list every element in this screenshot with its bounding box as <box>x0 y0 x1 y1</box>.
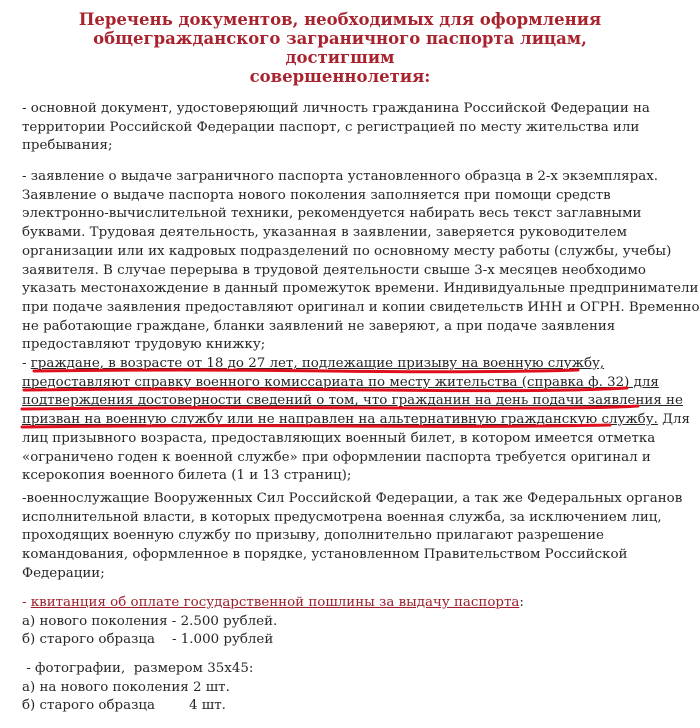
text-line: не работающие граждане, бланки заявлений не заверяют, а при подаче заявления <box>22 318 616 334</box>
paragraph-military-personnel <box>22 490 683 584</box>
text-line: Заявление о выдаче паспорта нового поколения заполняется при помощи средств <box>22 187 611 203</box>
highlighted-text: подтверждения достоверности сведений о том, что гражданин на день подачи заявления не <box>22 393 683 409</box>
text-line: при подаче заявления предоставляют оригинал и копии свидетельств ИНН и ОГРН. Временно <box>22 299 700 315</box>
text-line <box>22 411 690 430</box>
text-tail: Для <box>657 412 690 428</box>
title-line-2: общегражданского заграничного паспорта лицам, достигшим <box>93 29 587 67</box>
text-line: организации или их кадровых подразделений по основному месту работы (службы, учебы) <box>22 243 672 259</box>
text-line: заявителя. В случае перерыва в трудовой деятельности свыше 3-х месяцев необходимо <box>22 262 646 278</box>
text-line: а) на нового поколения 2 шт. <box>22 679 230 695</box>
paragraph-military-certificate <box>22 355 690 486</box>
text-line <box>22 355 662 374</box>
text-line: территории Российской Федерации паспорт, с регистрацией по месту жительства или <box>22 119 640 135</box>
highlighted-text: предоставляют справку военного комиссариата по месту жительства (справка ф. 32) для <box>22 374 659 390</box>
paragraph-main-document <box>22 100 662 156</box>
colon: : <box>519 595 524 610</box>
page-title <box>40 10 640 86</box>
text-line: б) старого образца - 1.000 рублей <box>22 632 274 648</box>
text-line: электронно-вычислительной техники, рекомендуется набирать весь текст заглавными <box>22 206 642 222</box>
text-line: проходящих военную службу по призыву, дополнительно прилагают разрешение <box>22 528 604 544</box>
text-line: исполнительной власти, в которых предусмотрена военная служба, за исключением лиц, <box>22 509 662 525</box>
text-line: - фотографии, размером 35х45: <box>22 661 254 676</box>
text-line: б) старого образца 4 шт. <box>22 698 226 714</box>
text-line: командования, оформленное в порядке, установленном Правительством Российской <box>22 547 628 563</box>
text-line: - основной документ, удостоверяющий личность гражданина Российской Федерации на <box>22 101 650 116</box>
text-line: буквами. Трудовая деятельность, указанная в заявлении, заверяется руководителем <box>22 225 628 241</box>
highlighted-text: призван на военную службу или не направлен на альтернативную гражданскую службу. <box>22 412 658 428</box>
title-line-3: совершеннолетия: <box>249 67 431 86</box>
text-line: ксерокопия военного билета (1 и 13 страниц); <box>22 468 352 484</box>
text-line: предоставляют трудовую книжку; <box>22 337 266 353</box>
text-line: пребывания; <box>22 138 113 154</box>
text-line: Федерации; <box>22 565 105 581</box>
dash-prefix: - <box>22 356 31 371</box>
highlighted-text: граждане, в возрасте от 18 до 27 лет, подлежащие призыву на военную службу, <box>30 356 605 371</box>
text-line: указать местонахождение в данный промежуток времени. Индивидуальные предприниматели <box>22 281 699 297</box>
paragraph-application <box>22 168 700 355</box>
text-line: «ограничено годен к военной службе» при оформлении паспорта требуется оригинал и <box>22 449 651 465</box>
paragraph-state-fee <box>22 594 662 650</box>
text-line: а) нового поколения - 2.500 рублей. <box>22 613 278 629</box>
title-line-1: Перечень документов, необходимых для оформления <box>78 10 602 29</box>
dash-prefix: - <box>22 595 31 610</box>
text-line: -военнослужащие Вооруженных Сил Российской Федерации, а так же Федеральных органов <box>22 491 683 506</box>
paragraph-photos <box>22 660 662 716</box>
text-line: - заявление о выдаче заграничного паспорта установленного образца в 2-х экземплярах. <box>22 169 658 184</box>
state-fee-receipt-link[interactable]: квитанция об оплате государственной пошлины за выдачу паспорта <box>30 595 520 610</box>
text-line: лиц призывного возраста, предоставляющих военный билет, в котором имеется отметка <box>22 430 656 446</box>
text-line <box>22 594 662 613</box>
